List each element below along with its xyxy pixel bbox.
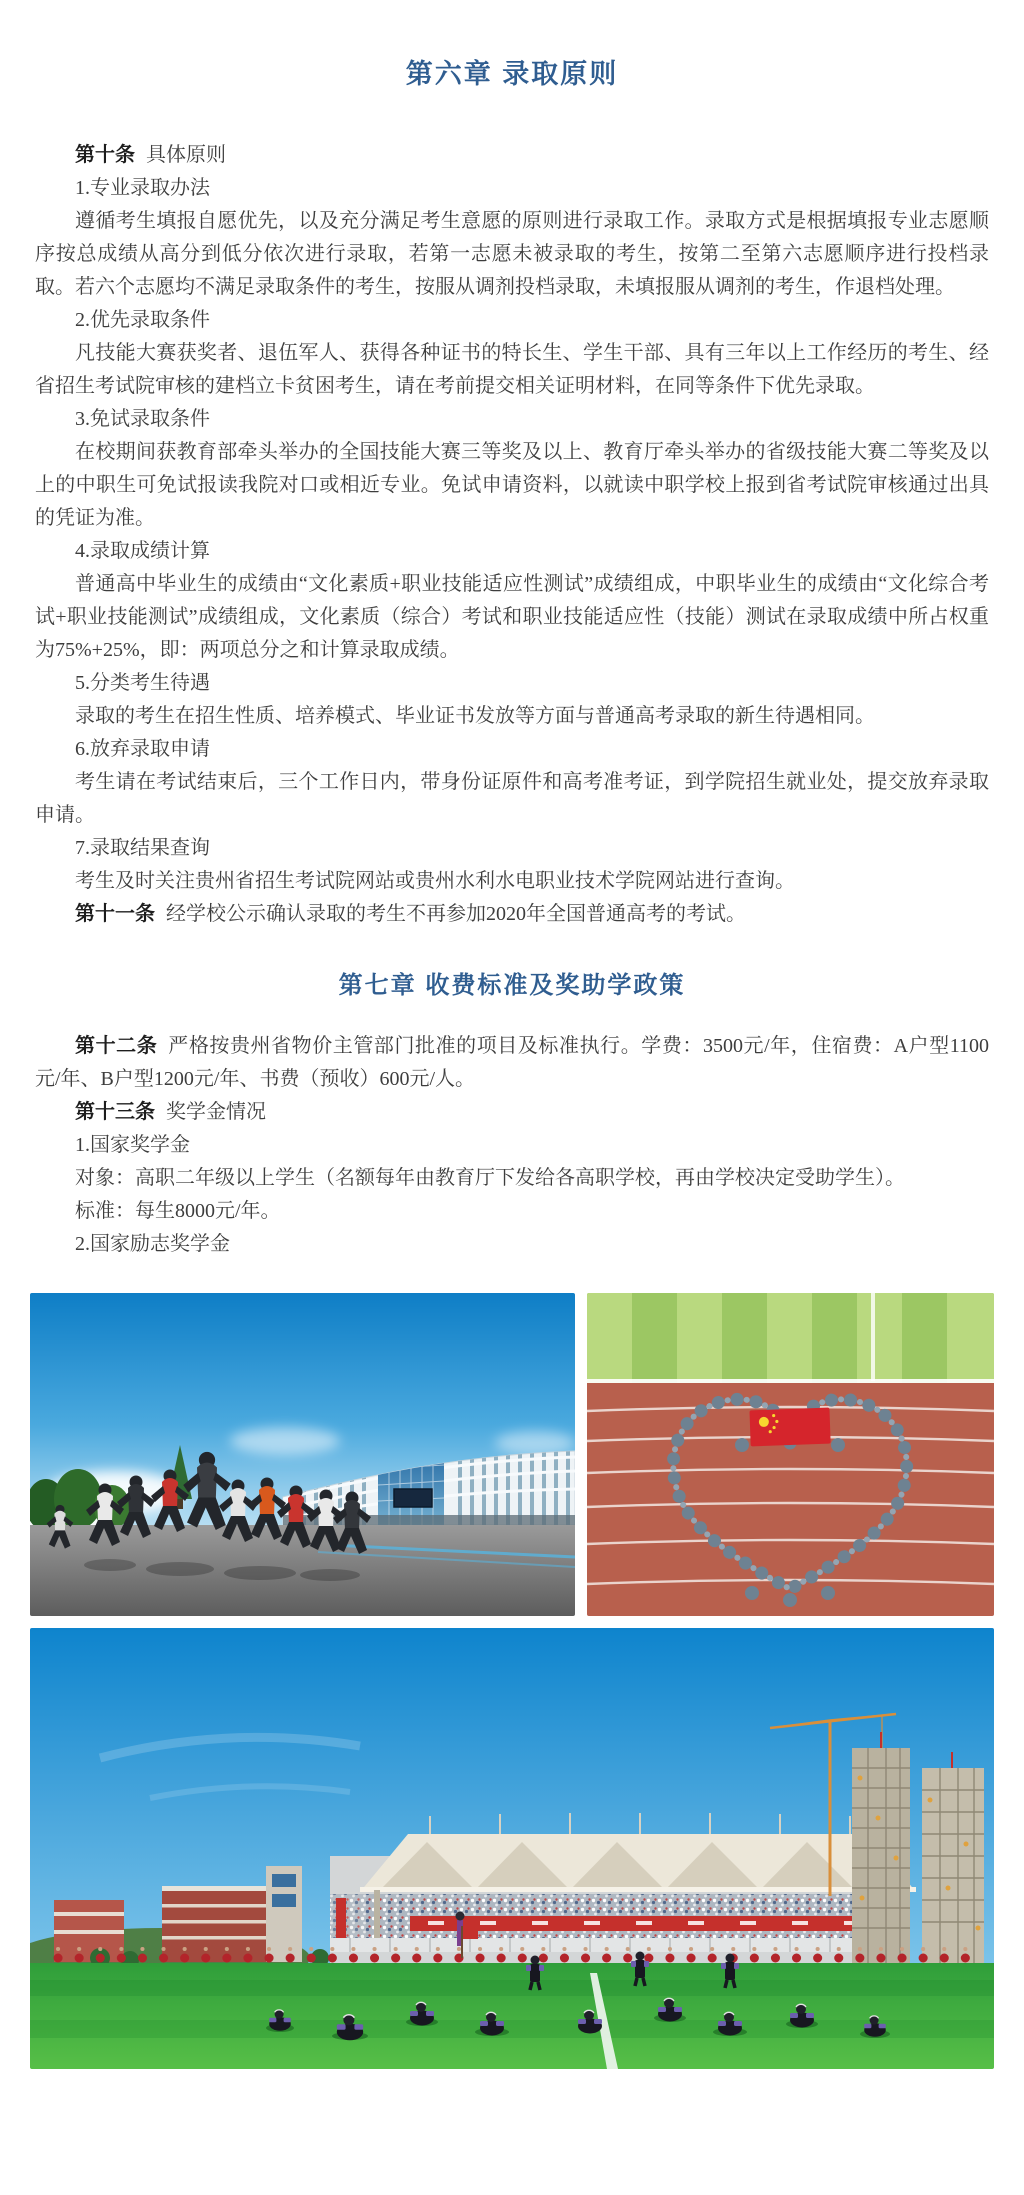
paragraph-text: 录取的考生在招生性质、培养模式、毕业证书发放等方面与普通高考录取的新生待遇相同。	[75, 705, 875, 727]
paragraph-text: 3.免试录取条件	[75, 408, 210, 430]
paragraph	[35, 205, 989, 304]
ceremony-photo-illustration	[30, 1628, 994, 2069]
photo-campus-building	[30, 1293, 575, 1616]
paragraph-text: 2.国家励志奖学金	[75, 1233, 230, 1255]
paragraph-text: 4.录取成绩计算	[75, 540, 210, 562]
article-label: 第十一条	[75, 903, 155, 925]
led-screen	[394, 1489, 432, 1507]
paragraph	[35, 1030, 989, 1096]
paragraph	[35, 535, 989, 568]
paragraph-text: 在校期间获教育部牵头举办的全国技能大赛三等奖及以上、教育厅牵头举办的省级技能大赛二等奖及以上的中职生可免试报读我院对口或相近专业。免试申请资料，以就读中职学校上报到省考试院审核通过出具的凭证为准。	[35, 441, 989, 529]
chapter6-title: 第六章 录取原则	[405, 59, 619, 89]
chapter7-body	[35, 1030, 989, 1261]
paragraph	[35, 1195, 989, 1228]
photo-opening-ceremony	[30, 1628, 994, 2069]
paragraph	[35, 304, 989, 337]
paragraph-text: 凡技能大赛获奖者、退伍军人、获得各种证书的特长生、学生干部、具有三年以上工作经历的考生、经省招生考试院审核的建档立卡贫困考生，请在考前提交相关证明材料，在同等条件下优先录取。	[35, 342, 989, 397]
paragraph	[35, 1096, 989, 1129]
paragraph-text: 5.分类考生待遇	[75, 672, 210, 694]
campus-photo-illustration	[30, 1293, 575, 1616]
grandstand	[330, 1813, 916, 1963]
paragraph	[35, 898, 989, 931]
paragraph-text: 普通高中毕业生的成绩由“文化素质+职业技能适应性测试”成绩组成，中职毕业生的成绩由“文化综合考试+职业技能测试”成绩组成，文化素质（综合）考试和职业技能适应性（技能）测试在录取成绩中所占权重为75%+25%，即：两项总分之和计算录取成绩。	[35, 573, 989, 661]
paragraph-text: 标准：每生8000元/年。	[75, 1200, 281, 1222]
article-label: 第十三条	[75, 1101, 155, 1123]
paragraph-text: 2.优先录取条件	[75, 309, 210, 331]
paragraph-text: 经学校公示确认录取的考生不再参加2020年全国普通高考的考试。	[166, 903, 746, 925]
photo-row	[30, 1293, 994, 1616]
paragraph-text: 具体原则	[146, 144, 226, 166]
paragraph-text: 1.专业录取办法	[75, 177, 210, 199]
paragraph-text: 考生及时关注贵州省招生考试院网站或贵州水利水电职业技术学院网站进行查询。	[75, 870, 795, 892]
paragraph-text: 6.放弃录取申请	[75, 738, 210, 760]
paragraph	[35, 1228, 989, 1261]
article-label: 第十条	[75, 144, 135, 166]
paragraph	[35, 403, 989, 436]
paragraph-text: 对象：高职二年级以上学生（名额每年由教育厅下发给各高职学校，再由学校决定受助学生）。	[75, 1167, 905, 1189]
paragraph	[35, 865, 989, 898]
heart-photo-illustration	[587, 1293, 994, 1616]
paragraph-text: 1.国家奖学金	[75, 1134, 190, 1156]
paragraph	[35, 766, 989, 832]
paragraph	[35, 667, 989, 700]
paragraph	[35, 337, 989, 403]
paragraph	[35, 1129, 989, 1162]
china-flag	[749, 1408, 830, 1447]
admission-document	[0, 52, 1024, 1261]
paragraph	[35, 568, 989, 667]
paragraph	[35, 436, 989, 535]
paragraph	[35, 733, 989, 766]
paragraph	[35, 1162, 989, 1195]
paragraph	[35, 832, 989, 865]
article-label: 第十二条	[75, 1035, 158, 1057]
paragraph-text: 考生请在考试结束后，三个工作日内，带身份证原件和高考准考证，到学院招生就业处，提交放弃录取申请。	[35, 771, 989, 826]
paragraph-text: 奖学金情况	[166, 1101, 266, 1123]
paragraph	[35, 172, 989, 205]
paragraph-text: 严格按贵州省物价主管部门批准的项目及标准执行。学费：3500元/年，住宿费：A户型1100元/年、B户型1200元/年、书费（预收）600元/人。	[35, 1035, 989, 1090]
paragraph-text: 遵循考生填报自愿优先，以及充分满足考生意愿的原则进行录取工作。录取方式是根据填报专业志愿顺序按总成绩从高分到低分依次进行录取，若第一志愿未被录取的考生，按第二至第六志愿顺序进行投档录取。若六个志愿均不满足录取条件的考生，按服从调剂投档录取，未填报服从调剂的考生，作退档处理。	[35, 210, 989, 298]
paragraph-text: 7.录取结果查询	[75, 837, 210, 859]
paragraph	[35, 700, 989, 733]
paragraph	[35, 139, 989, 172]
photo-gallery	[0, 1293, 1024, 2069]
chapter7-title: 第七章 收费标准及奖助学政策	[338, 972, 686, 999]
photo-heart-formation	[587, 1293, 994, 1616]
chapter6-body	[35, 139, 989, 931]
